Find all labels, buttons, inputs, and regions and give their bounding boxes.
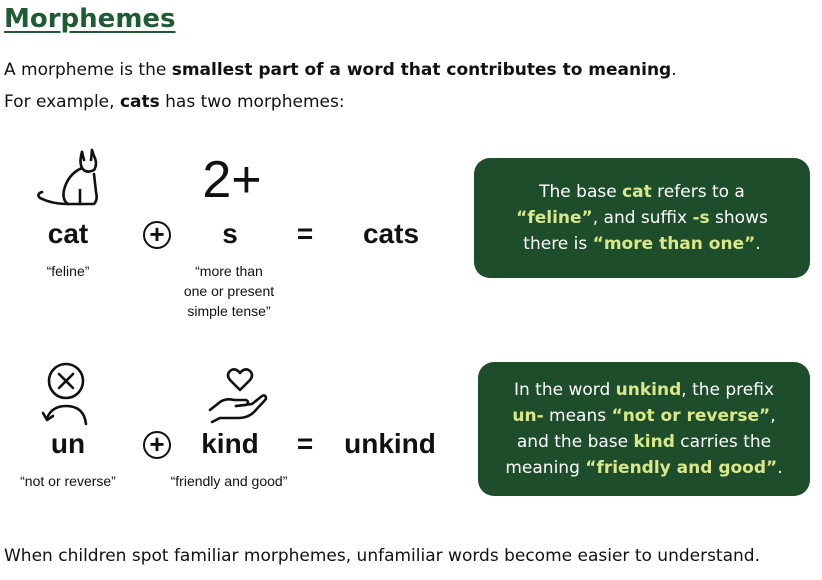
base-word-cat: cat (47, 218, 89, 249)
base-word-kind: kind (201, 428, 259, 459)
equals-sign: = (296, 218, 314, 249)
gloss-not-or-reverse: “not or reverse” (20, 473, 116, 489)
plus-icon-2: + (143, 431, 171, 459)
equals-sign-2: = (296, 428, 314, 459)
gloss-more-than-one: “more than one or present simple tense” (183, 263, 275, 319)
cat-icon (32, 144, 102, 208)
two-plus-icon: 2+ (202, 151, 262, 209)
page-title: Morphemes (4, 4, 176, 34)
prefix-un: un (50, 428, 86, 459)
intro-definition: A morpheme is the smallest part of a word that contributes to meaning. (4, 60, 677, 80)
gloss-friendly-and-good: “friendly and good” (170, 473, 288, 489)
intro-example: For example, cats has two morphemes: (4, 92, 345, 112)
cross-circle-undo-icon (40, 362, 92, 428)
explanation-box-cats: The base cat refers to a “feline”, and suffix -s shows there is “more than one”. (474, 158, 810, 278)
suffix-s: s (222, 218, 238, 249)
plus-icon: + (143, 221, 171, 249)
explanation-box-unkind: In the word unkind, the prefix un- means “not or reverse”, and the base kind carries the meaning “friendly and good”. (478, 362, 810, 496)
result-word-cats: cats (362, 218, 420, 249)
heart-hand-icon (206, 366, 268, 424)
gloss-feline: “feline” (46, 263, 90, 279)
result-word-unkind: unkind (344, 428, 436, 459)
footer-note: When children spot familiar morphemes, unfamiliar words become easier to understand. (4, 546, 760, 566)
